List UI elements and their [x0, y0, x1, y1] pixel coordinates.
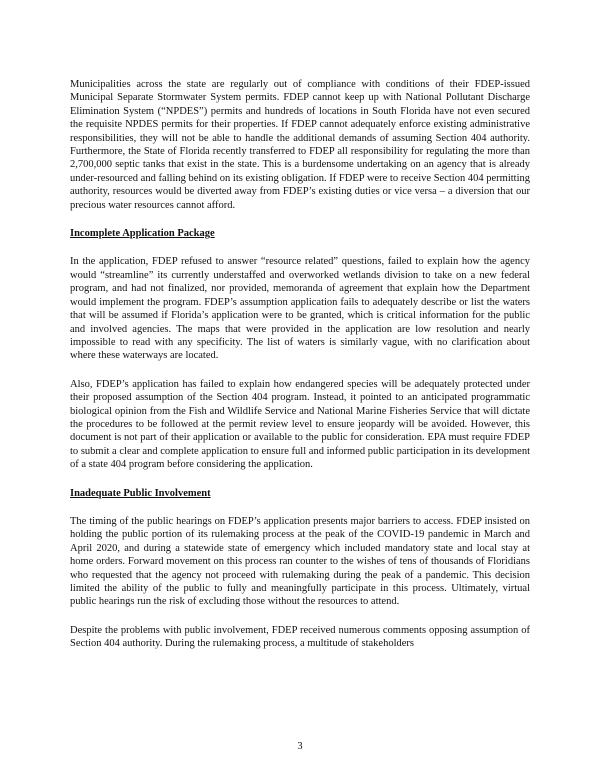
section-heading: Incomplete Application Package — [70, 228, 215, 240]
body-paragraph: Also, FDEP’s application has failed to explain how endangered species will be adequately protected under their proposed assumption of the Section 404 program. Instead, it pointed to an anticipated programmatic biological opinion from the Fish and Wildlife Service and National Marine Fisheries Service that will dictate the procedures to be followed at the permit review level to ensure jeopardy will be avoided. However, this document is not part of their application or available to the public for consideration. EPA must require FDEP to submit a clear and complete application to ensure full and informed public participation in its development of a state 404 program before considering the application. — [70, 378, 530, 471]
page-number: 3 — [297, 741, 303, 752]
body-paragraph: In the application, FDEP refused to answer “resource related” questions, failed to explain how the agency would “streamline” its currently understaffed and overworked wetlands division to take on a new federal program, and had not finalized, nor provided, memoranda of agreement that explain how the Department would implement the program. FDEP’s assumption application fails to adequately describe or list the waters that will be assumed if Florida’s application were to be granted, which is critical information for the public and involved agencies. The maps that were provided in the application are low resolution and nearly impossible to read with any specificity. The list of waters is similarly vague, with no clarification about where these waterways are located. — [70, 256, 530, 362]
body-paragraph: The timing of the public hearings on FDEP’s application presents major barriers to access. FDEP insisted on holding the public portion of its rulemaking process at the peak of the COVID-19 pandemic in March and April 2020, and during a statewide state of emergency which included mandatory state and local stay at home orders. Forward movement on this process ran counter to the wishes of tens of thousands of Floridians who requested that the agency not proceed with rulemaking during the peak of a pandemic. This decision limited the ability of the public to fully and meaningfully participate in this process. Ultimately, virtual public hearings run the risk of excluding those without the resources to attend. — [70, 515, 530, 608]
body-paragraph: Municipalities across the state are regularly out of compliance with conditions of their FDEP-issued Municipal Separate Stormwater System permits. FDEP cannot keep up with National Pollutant Discharge Elimination System (“NPDES”) permits and hundreds of locations in South Florida have not even secured the requisite NPDES permits for their properties. If FDEP cannot adequately enforce existing administrative responsibilities, they will not be able to handle the additional demands of assuming Section 404 authority. Furthermore, the State of Florida recently transferred to FDEP all responsibility for regulating the more than 2,700,000 septic tanks that exist in the state. This is a burdensome undertaking on an agency that is already under-resourced and falling behind on its existing obligation. If FDEP were to receive Section 404 permitting authority, resources would be diverted away from FDEP’s existing duties or vice versa – a diversion that our precious water resources cannot afford. — [70, 79, 530, 211]
section-heading: Inadequate Public Involvement — [70, 487, 211, 499]
body-paragraph: Despite the problems with public involvement, FDEP received numerous comments opposing assumption of Section 404 authority. During the rulemaking process, a multitude of stakeholders — [70, 624, 530, 650]
